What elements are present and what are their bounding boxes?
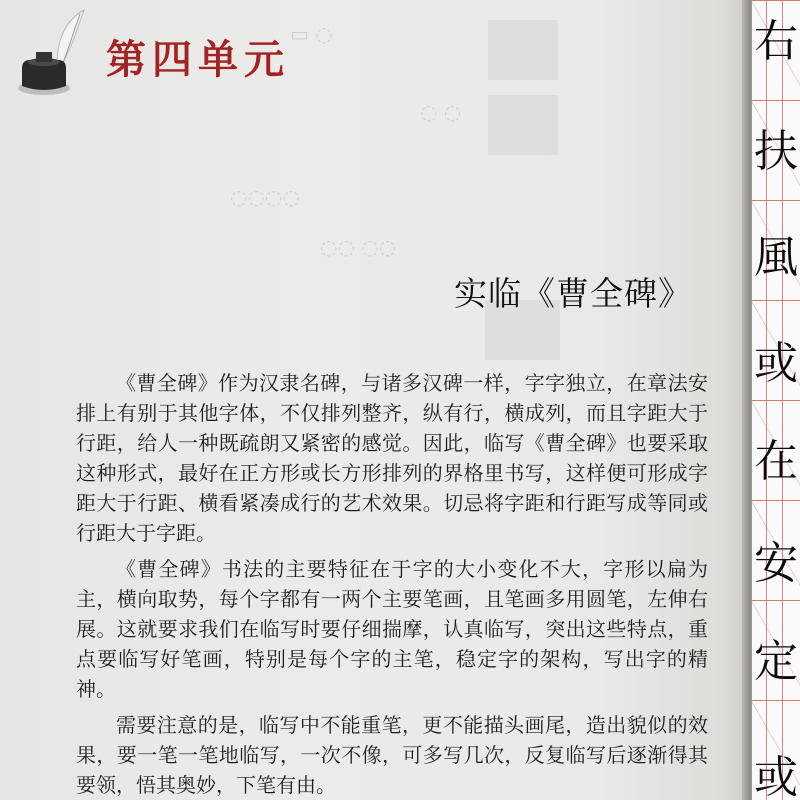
- practice-sheet: [752, 0, 800, 800]
- calligraphy-character: 在: [754, 436, 798, 487]
- paragraph: 需要注意的是，临写中不能重笔，更不能描头画尾，造出貌似的效果，要一笔一笔地临写，一次不像，可多写几次，反复临写后逐渐得其要领，悟其奥妙，下笔有由。: [76, 713, 708, 797]
- show-through-mark: ◌◌◌◌: [230, 185, 300, 209]
- inkwell-feather-icon: [14, 8, 94, 98]
- calligraphy-character: 安: [754, 538, 798, 589]
- paragraph: 《曹全碑》作为汉隶名碑，与诸多汉碑一样，字字独立，在章法安排上有别于其他字体，不仅排列整齐，纵有行，横成列，而且字距大于行距，给人一种既疏朗又紧密的感觉。因此，临写《曹全碑》也要采取这种形式，最好在正方形或长方形排列的界格里书写，这样便可形成字距大于行距、横看紧凑成行的艺术效果。切忌将字距和行距写成等同或行距大于字距。: [76, 371, 708, 545]
- calligraphy-character: 扶: [754, 126, 798, 177]
- calligraphy-character: 或: [754, 752, 798, 800]
- show-through-block: [488, 20, 558, 80]
- unit-title: 第四单元: [106, 37, 290, 83]
- body-text: [76, 368, 708, 800]
- calligraphy-character: 定: [754, 636, 798, 687]
- calligraphy-character: 或: [754, 338, 798, 389]
- show-through-mark: ◌ ◌: [420, 100, 462, 124]
- section-title: 实临《曹全碑》: [454, 274, 692, 313]
- calligraphy-character: 右: [754, 16, 798, 67]
- paragraph: 《曹全碑》书法的主要特征在于字的大小变化不大，字形以扁为主，横向取势，每个字都有一两个主要笔画，且笔画多用圆笔，左伸右展。这就要求我们在临写时要仔细揣摩，认真临写，突出这些特点，重点要临写好笔画，特别是每个字的主笔，稳定字的架构，写出字的精神。: [76, 557, 708, 701]
- show-through-mark: ▭ ◌: [290, 22, 333, 46]
- show-through-block: [488, 95, 558, 155]
- calligraphy-character: 風: [754, 232, 798, 283]
- show-through-mark: ◌◌ ◌◌: [320, 235, 397, 259]
